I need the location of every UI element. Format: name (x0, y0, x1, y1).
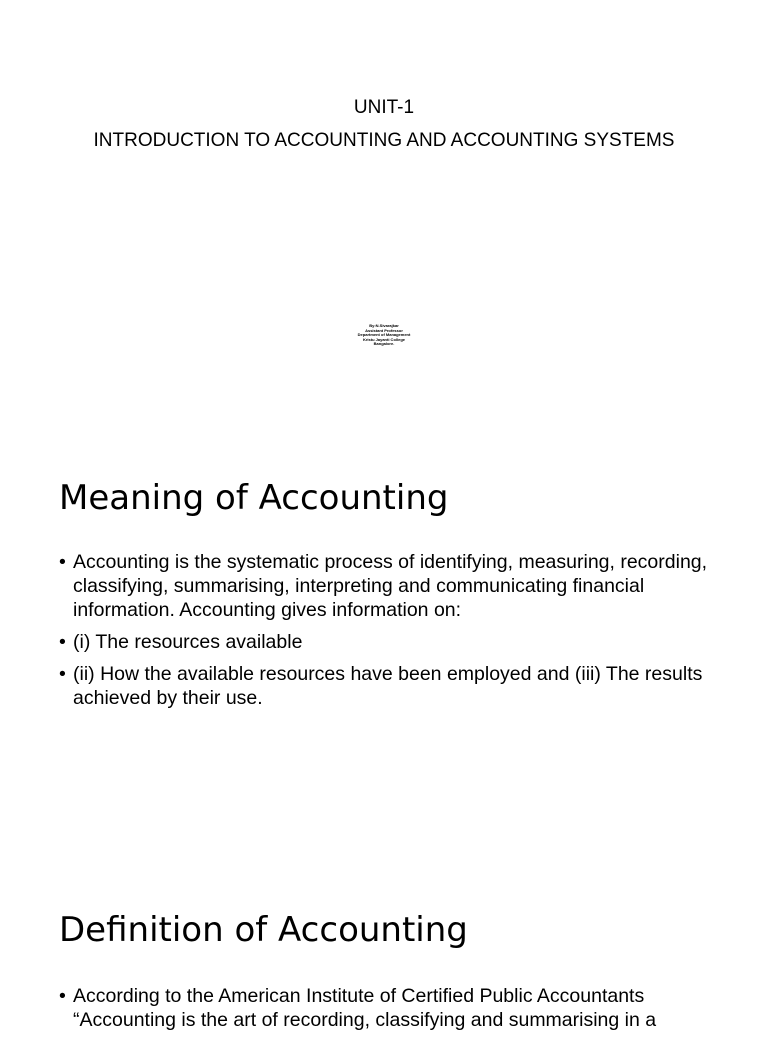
title-slide (0, 0, 768, 428)
author-line: Assistant Professor (365, 327, 403, 333)
unit-subtitle: INTRODUCTION TO ACCOUNTING AND ACCOUNTING SYSTEMS (93, 130, 675, 151)
author-line: Department of Management (357, 332, 411, 338)
unit-label: UNIT-1 (353, 97, 415, 118)
bullet-list (59, 550, 709, 718)
author-block (0, 324, 768, 347)
author-line: Kristu Jayanti College (362, 336, 405, 342)
definition-slide (0, 858, 768, 1031)
meaning-slide (0, 428, 768, 858)
bullet-item: • (ii) How the available resources have been employed and (iii) The results achieved by their use. (59, 662, 709, 710)
slide-heading: Definition of Accounting (59, 910, 468, 950)
bullet-item: • (i) The resources available (59, 630, 709, 654)
author-line: By:N.Sivarajkar (369, 323, 399, 328)
author-line: Bangalore. (373, 341, 395, 347)
bullet-item: • Accounting is the systematic process of identifying, measuring, recording, classifying, summarising, interpreting and communicating financial information. Accounting gives information on: (59, 550, 709, 622)
bullet-item: • According to the American Institute of Certified Public Accountants “Accounting is the art of recording, classifying and summarising in a (59, 984, 709, 1032)
slide-heading: Meaning of Accounting (59, 478, 449, 518)
bullet-list (59, 984, 709, 1040)
